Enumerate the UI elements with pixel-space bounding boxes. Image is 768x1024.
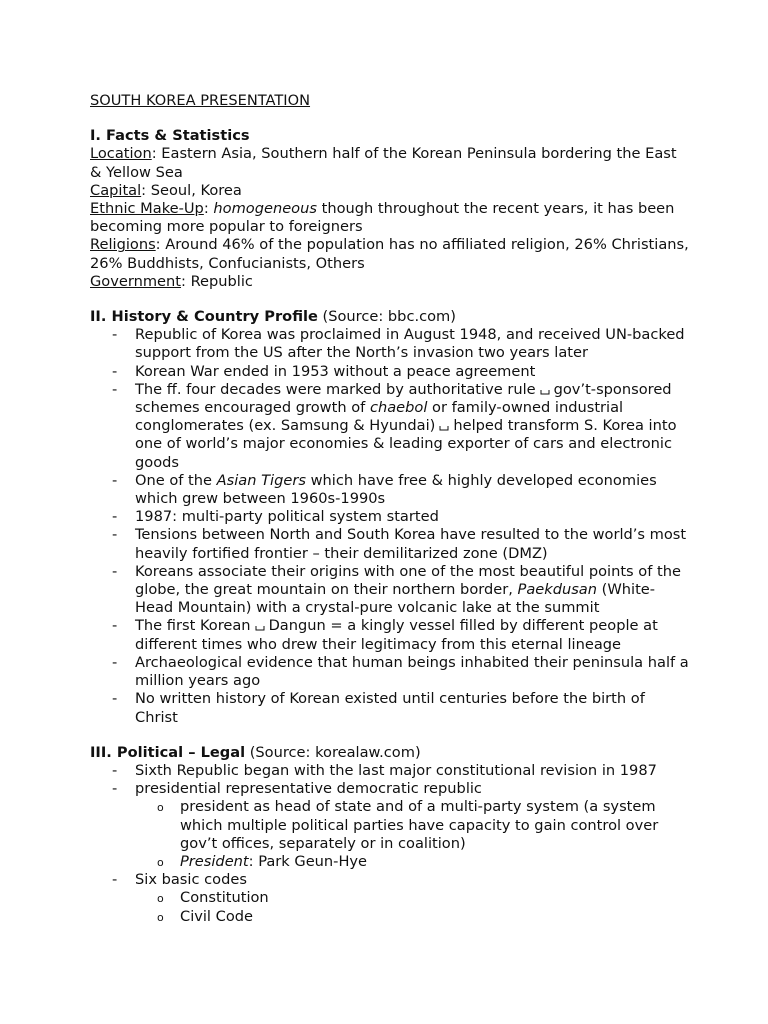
political-source: (Source: korealaw.com) xyxy=(245,743,421,761)
sub-list-item-text: Civil Code xyxy=(180,907,253,925)
history-source: (Source: bbc.com) xyxy=(317,308,456,326)
sub-list xyxy=(135,889,690,925)
list-item-text: No written history of Korean existed until centuries before the birth of Christ xyxy=(135,690,645,726)
list-item-text: or family-owned industrial conglomerates (ex. Samsung & Hyundai) xyxy=(135,399,624,435)
field-government xyxy=(90,273,690,291)
list-item-text: Koreans associate their origins with one of the most beautiful points of the globe, the great mountain on their northern border, xyxy=(135,562,681,599)
document-page xyxy=(90,92,690,926)
history-heading-text: II. History & Country Profile xyxy=(90,308,318,326)
list-item xyxy=(90,780,690,871)
list-item xyxy=(90,363,690,381)
history-list xyxy=(90,326,690,726)
arrow-right-icon xyxy=(439,425,449,432)
field-religions xyxy=(90,236,690,272)
list-item xyxy=(90,326,690,362)
list-item-em: Paekdusan xyxy=(517,581,597,599)
list-item-text: One of the xyxy=(135,471,217,489)
list-item-text: gov’t-sponsored schemes encouraged growth of xyxy=(135,380,672,417)
ethnic-text: though throughout the recent years, it has been becoming more popular to foreigners xyxy=(90,200,675,236)
list-item-text: Korean War ended in 1953 without a peace agreement xyxy=(135,362,536,380)
list-item xyxy=(90,762,690,780)
list-item xyxy=(90,690,690,726)
list-item-em: Asian Tigers xyxy=(216,471,306,489)
sub-list-item xyxy=(135,908,690,926)
sub-list-item xyxy=(135,798,690,853)
ethnic-sep: : xyxy=(203,200,214,218)
field-ethnic xyxy=(90,200,690,236)
section-facts-heading: I. Facts & Statistics xyxy=(90,127,250,145)
sub-list-item xyxy=(135,889,690,907)
list-item-text: helped transform S. Korea into one of world’s major economies & leading exporter of cars and electronic goods xyxy=(135,417,677,471)
arrow-right-icon xyxy=(540,389,550,396)
list-item-text: Archaeological evidence that human beings inhabited their peninsula half a million years ago xyxy=(135,653,689,690)
list-item xyxy=(90,617,690,653)
list-item xyxy=(90,472,690,508)
list-item-text: Republic of Korea was proclaimed in August 1948, and received UN-backed support from the US after the North’s invasion two years later xyxy=(135,326,685,362)
section-history-heading xyxy=(90,308,690,326)
list-item-text: Dangun = a kingly vessel filled by different people at different times who drew their legitimacy from this eternal lineage xyxy=(135,617,658,653)
list-item-text: presidential representative democratic republic xyxy=(135,780,482,798)
list-item-text: which have free & highly developed economies which grew between 1960s-1990s xyxy=(135,471,657,508)
list-item-text: Six basic codes xyxy=(135,871,247,889)
political-heading-text: III. Political – Legal xyxy=(90,743,246,761)
list-item xyxy=(90,563,690,618)
sub-list-item-text: : Park Geun-Hye xyxy=(248,852,368,870)
list-item-text: Tensions between North and South Korea have resulted to the world’s most heavily fortified frontier – their demilitarized zone (DMZ) xyxy=(135,526,687,562)
religions-text: : Around 46% of the population has no affiliated religion, 26% Christians, 26% Buddhists, Confucianists, Others xyxy=(90,236,689,272)
list-item-em: chaebol xyxy=(369,399,428,417)
political-list xyxy=(90,762,690,926)
sub-list-item xyxy=(135,853,690,871)
section-political-heading xyxy=(90,744,690,762)
location-text: : Eastern Asia, Southern half of the Korean Peninsula bordering the East & Yellow Sea xyxy=(90,145,677,181)
ethnic-label: Ethnic Make-Up xyxy=(90,200,204,218)
list-item xyxy=(90,508,690,526)
field-capital xyxy=(90,182,690,200)
arrow-right-icon xyxy=(255,625,265,632)
list-item xyxy=(90,654,690,690)
sub-list-item-em: President xyxy=(180,852,249,870)
list-item xyxy=(90,871,690,926)
location-label: Location xyxy=(90,145,152,163)
ethnic-em: homogeneous xyxy=(213,200,317,218)
government-text: : Republic xyxy=(181,272,253,290)
field-location xyxy=(90,145,690,181)
list-item-text: The ff. four decades were marked by authoritative rule xyxy=(135,380,536,398)
sub-list xyxy=(135,798,690,871)
sub-list-item-text: president as head of state and of a multi-party system (a system which multiple political parties have capacity to gain control over gov’t offices, separately or in coalition) xyxy=(180,798,659,852)
list-item-text: (White-Head Mountain) with a crystal-pure volcanic lake at the summit xyxy=(135,581,656,617)
religions-label: Religions xyxy=(90,236,156,254)
list-item xyxy=(90,526,690,562)
list-item-text: 1987: multi-party political system started xyxy=(135,508,439,526)
document-title: SOUTH KOREA PRESENTATION xyxy=(90,92,311,109)
capital-text: : Seoul, Korea xyxy=(141,181,242,199)
list-item-text: Sixth Republic began with the last major constitutional revision in 1987 xyxy=(135,761,657,779)
list-item-text: The first Korean xyxy=(135,617,251,635)
government-label: Government xyxy=(90,272,182,290)
list-item xyxy=(90,381,690,472)
capital-label: Capital xyxy=(90,181,142,199)
sub-list-item-text: Constitution xyxy=(180,889,269,907)
